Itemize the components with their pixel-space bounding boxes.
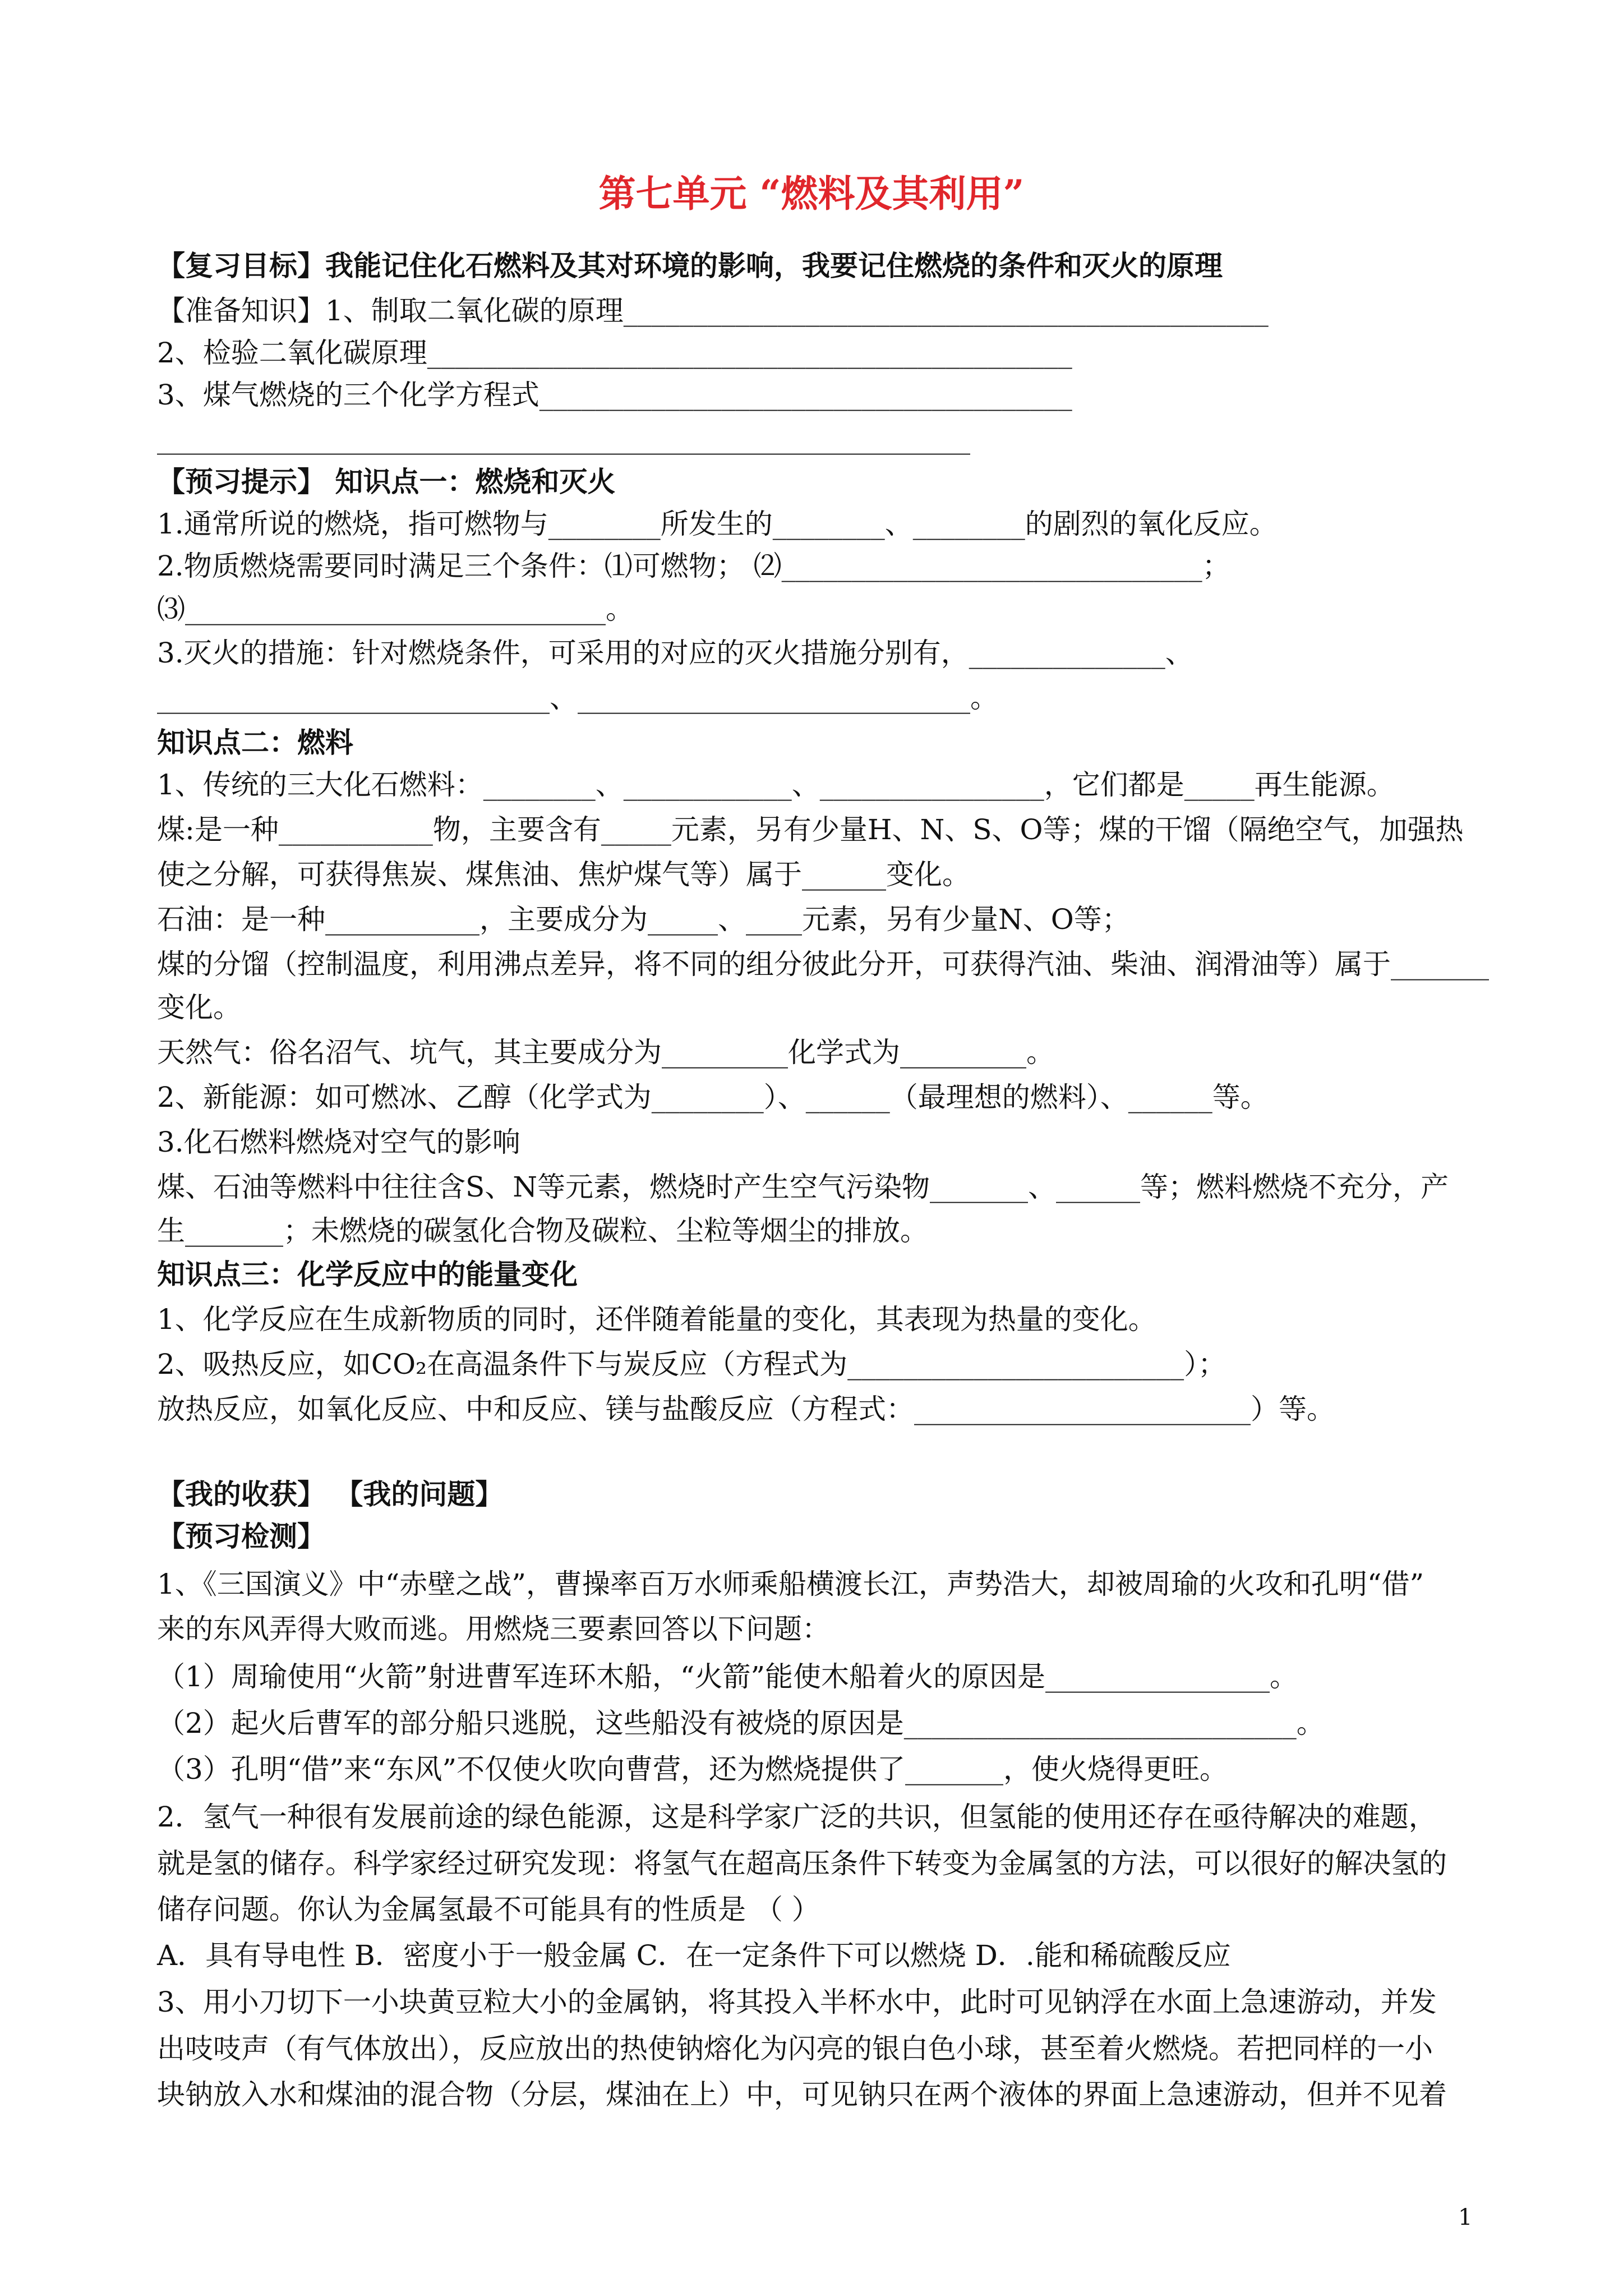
text-line: ⑶______________________________。 (157, 593, 634, 625)
text-line: （2）起火后曹军的部分船只逃脱，这些船没有被烧的原因是____________________________。 (157, 1707, 1325, 1740)
text-line: 出吱吱声（有气体放出），反应放出的热使钠熔化为闪亮的银白色小球，甚至着火燃烧。若把同样的一小 (157, 2032, 1433, 2065)
text-line: 石油：是一种___________，主要成分为_____、____元素，另有少量N、O等； (157, 903, 1130, 936)
review-goal-line: 【复习目标】我能记住化石燃料及其对环境的影响，我要记住燃烧的条件和灭火的原理 (157, 249, 1223, 282)
prep-knowledge-line-3: 3、煤气燃烧的三个化学方程式______________________________________ (157, 379, 1072, 411)
text-line: 2、吸热反应，如CO₂在高温条件下与炭反应（方程式为________________________）； (157, 1348, 1227, 1381)
text-line: 1、化学反应在生成新物质的同时，还伴随着能量的变化，其表现为热量的变化。 (157, 1303, 1156, 1336)
text-line: 2、新能源：如可燃冰、乙醇（化学式为________）、______（最理想的燃料）、______等。 (157, 1081, 1269, 1114)
text-line: （1）周瑜使用“火箭”射进曹军连环木船，“火箭”能使木船着火的原因是________________。 (157, 1660, 1298, 1693)
text-line: 煤的分馏（控制温度，利用沸点差异，将不同的组分彼此分开，可获得汽油、柴油、润滑油等）属于_______ (157, 948, 1489, 981)
text-line: 来的东风弄得大败而逃。用燃烧三要素回答以下问题： (157, 1613, 830, 1645)
knowledge-point-2-heading: 知识点二：燃料 (157, 726, 353, 759)
text-line: A．具有导电性 B．密度小于一般金属 C．在一定条件下可以燃烧 D．.能和稀硫酸反应 (157, 1939, 1231, 1972)
text-line: 天然气：俗名沼气、坑气，其主要成分为_________化学式为_________。 (157, 1036, 1054, 1069)
text-line: 块钠放入水和煤油的混合物（分层，煤油在上）中，可见钠只在两个液体的界面上急速游动，但并不见着 (157, 2078, 1447, 2111)
text-line: 使之分解，可获得焦炭、煤焦油、焦炉煤气等）属于______变化。 (157, 858, 970, 891)
text-line: ____________________________、____________________________。 (157, 682, 998, 714)
text-line: 煤、石油等燃料中往往含S、N等元素，燃烧时产生空气污染物_______、______等；燃料燃烧不充分，产 (157, 1171, 1449, 1203)
text-line: 储存问题。你认为金属氢最不可能具有的性质是 （ ） (157, 1893, 820, 1926)
text-line: 3.化石燃料燃烧对空气的影响 (157, 1126, 520, 1158)
text-line: 煤:是一种___________物，主要含有_____元素，另有少量H、N、S、O等；煤的干馏（隔绝空气，加强热 (157, 813, 1464, 846)
text-line: 3、用小刀切下一小块黄豆粒大小的金属钠，将其投入半杯水中，此时可见钠浮在水面上急速游动，并发 (157, 1986, 1437, 2018)
text-line: 1.通常所说的燃烧，指可燃物与________所发生的________、________的剧烈的氧化反应。 (157, 508, 1278, 540)
text-line: 2．氢气一种很有发展前途的绿色能源，这是科学家广泛的共识，但氢能的使用还存在亟待解决的难题， (157, 1801, 1437, 1833)
text-line: 生_______；未燃烧的碳氢化合物及碳粒、尘粒等烟尘的排放。 (157, 1214, 928, 1247)
knowledge-point-3-heading: 知识点三：化学反应中的能量变化 (157, 1258, 578, 1291)
preview-check-heading: 【预习检测】 (157, 1520, 325, 1553)
text-line: 变化。 (157, 991, 241, 1024)
page-number: 1 (1458, 2205, 1473, 2230)
gains-questions-heading: 【我的收获】 【我的问题】 (157, 1478, 504, 1511)
text-line: 就是氢的储存。科学家经过研究发现：将氢气在超高压条件下转变为金属氢的方法，可以很好的解决氢的 (157, 1847, 1447, 1880)
text-line: 1、《三国演义》中“赤壁之战”，曹操率百万水师乘船横渡长江，声势浩大，却被周瑜的火攻和孔明“借” (157, 1568, 1424, 1600)
text-line: 2.物质燃烧需要同时满足三个条件：⑴可燃物； ⑵______________________________； (157, 550, 1230, 582)
text-line: 放热反应，如氧化反应、中和反应、镁与盐酸反应（方程式：________________________）等。 (157, 1393, 1335, 1425)
preview-hint-heading: 【预习提示】 知识点一：燃烧和灭火 (157, 465, 616, 498)
prep-knowledge-line-1: 【准备知识】1、制取二氧化碳的原理______________________________________________ (157, 295, 1269, 327)
prep-knowledge-line-2: 2、检验二氧化碳原理______________________________________________ (157, 337, 1072, 369)
page-title: 第七单元 “燃料及其利用” (598, 172, 1025, 215)
text-line: 1、传统的三大化石燃料：________、____________、________________，它们都是_____再生能源。 (157, 769, 1395, 801)
text-line: （3）孔明“借”来“东风”不仅使火吹向曹营，还为燃烧提供了_______，使火烧得更旺。 (157, 1753, 1228, 1786)
prep-knowledge-line-4: __________________________________________________________ (157, 422, 970, 455)
text-line: 3.灭火的措施：针对燃烧条件，可采用的对应的灭火措施分别有，______________、 (157, 637, 1193, 669)
